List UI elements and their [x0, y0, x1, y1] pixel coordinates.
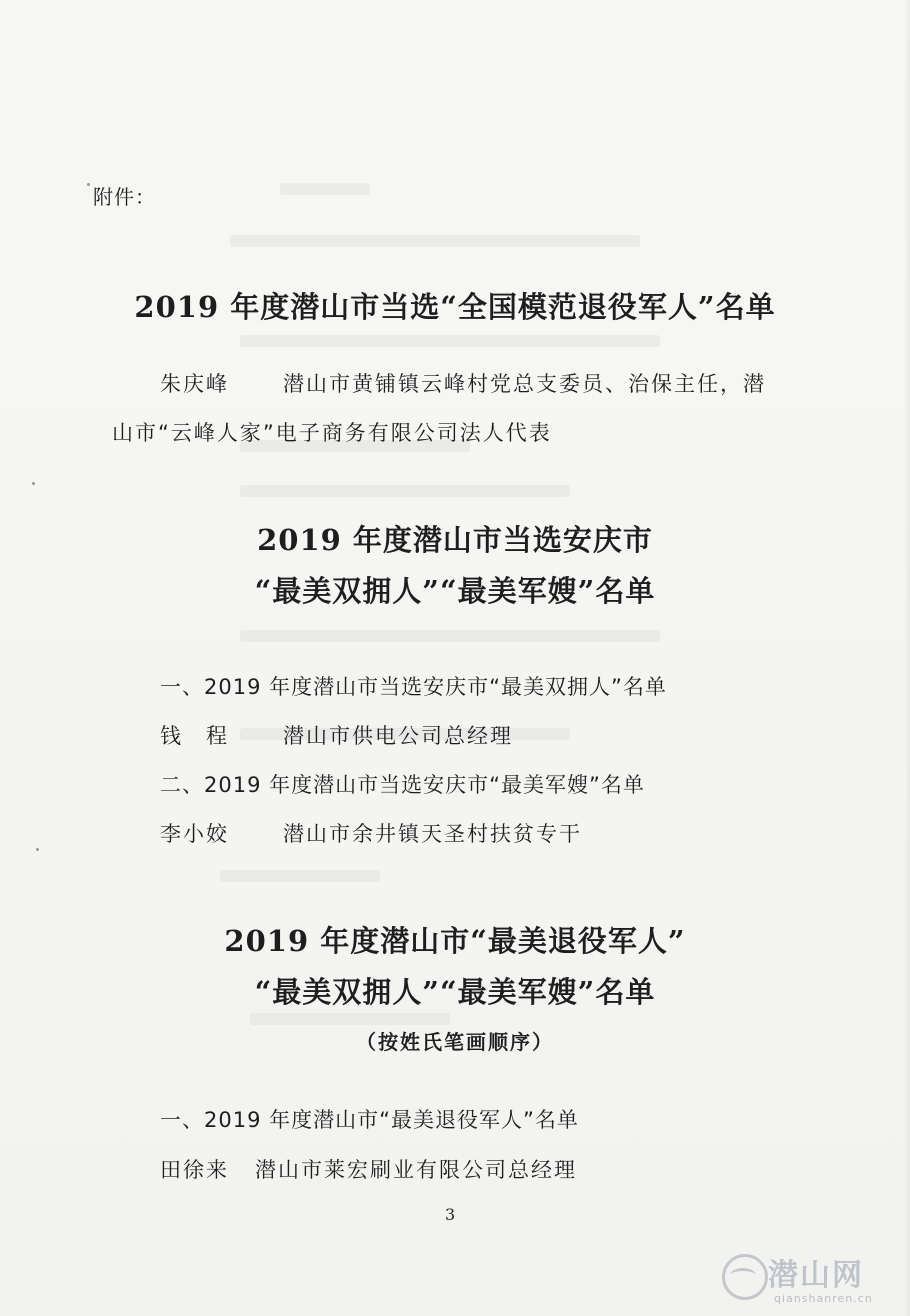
section-best-support-title: 一、2019 年度潜山市当选安庆市“最美双拥人”名单: [160, 675, 667, 699]
scan-speck: [36, 848, 39, 851]
section-best-military-wife-description: 潜山市余井镇天圣村扶贫专干: [283, 822, 582, 846]
section-best-support-description: 潜山市供电公司总经理: [283, 724, 513, 748]
logo-wave-shape: [730, 1268, 756, 1283]
entry-1-description-line-1: 潜山市黄铺镇云峰村党总支委员、治保主任，潜: [283, 372, 766, 396]
section-best-veterans-description: 潜山市莱宏刷业有限公司总经理: [255, 1158, 577, 1182]
heading-national-model-veterans: 2019 年度潜山市当选“全国模范退役军人”名单: [134, 290, 776, 324]
section-best-military-wife-name: 李小姣: [160, 822, 229, 846]
page-number: 3: [445, 1205, 456, 1224]
section-best-military-wife-title: 二、2019 年度潜山市当选安庆市“最美军嫂”名单: [160, 773, 645, 797]
scan-speck: [32, 482, 35, 485]
scan-speck: [87, 183, 90, 186]
entry-1-description-line-2: 山市“云峰人家”电子商务有限公司法人代表: [112, 421, 552, 445]
watermark-brand: 潜山网: [768, 1258, 864, 1293]
heading-qianshan-line-2: “最美双拥人”“最美军嫂”名单: [254, 975, 656, 1009]
heading-qianshan-line-1: 2019 年度潜山市“最美退役军人”: [224, 924, 686, 958]
entry-1-name: 朱庆峰: [160, 372, 229, 396]
heading-qianshan-note: （按姓氏笔画顺序）: [356, 1030, 554, 1054]
site-watermark: [720, 1250, 900, 1310]
heading-anqing-line-2: “最美双拥人”“最美军嫂”名单: [254, 574, 656, 608]
section-best-veterans-name: 田徐来: [160, 1158, 229, 1182]
watermark-url: qianshanren.cn: [774, 1292, 873, 1305]
section-best-support-name: 钱 程: [160, 724, 229, 748]
attachment-label: 附件：: [93, 185, 156, 209]
section-best-veterans-title: 一、2019 年度潜山市“最美退役军人”名单: [160, 1108, 579, 1132]
heading-anqing-line-1: 2019 年度潜山市当选安庆市: [257, 523, 653, 557]
